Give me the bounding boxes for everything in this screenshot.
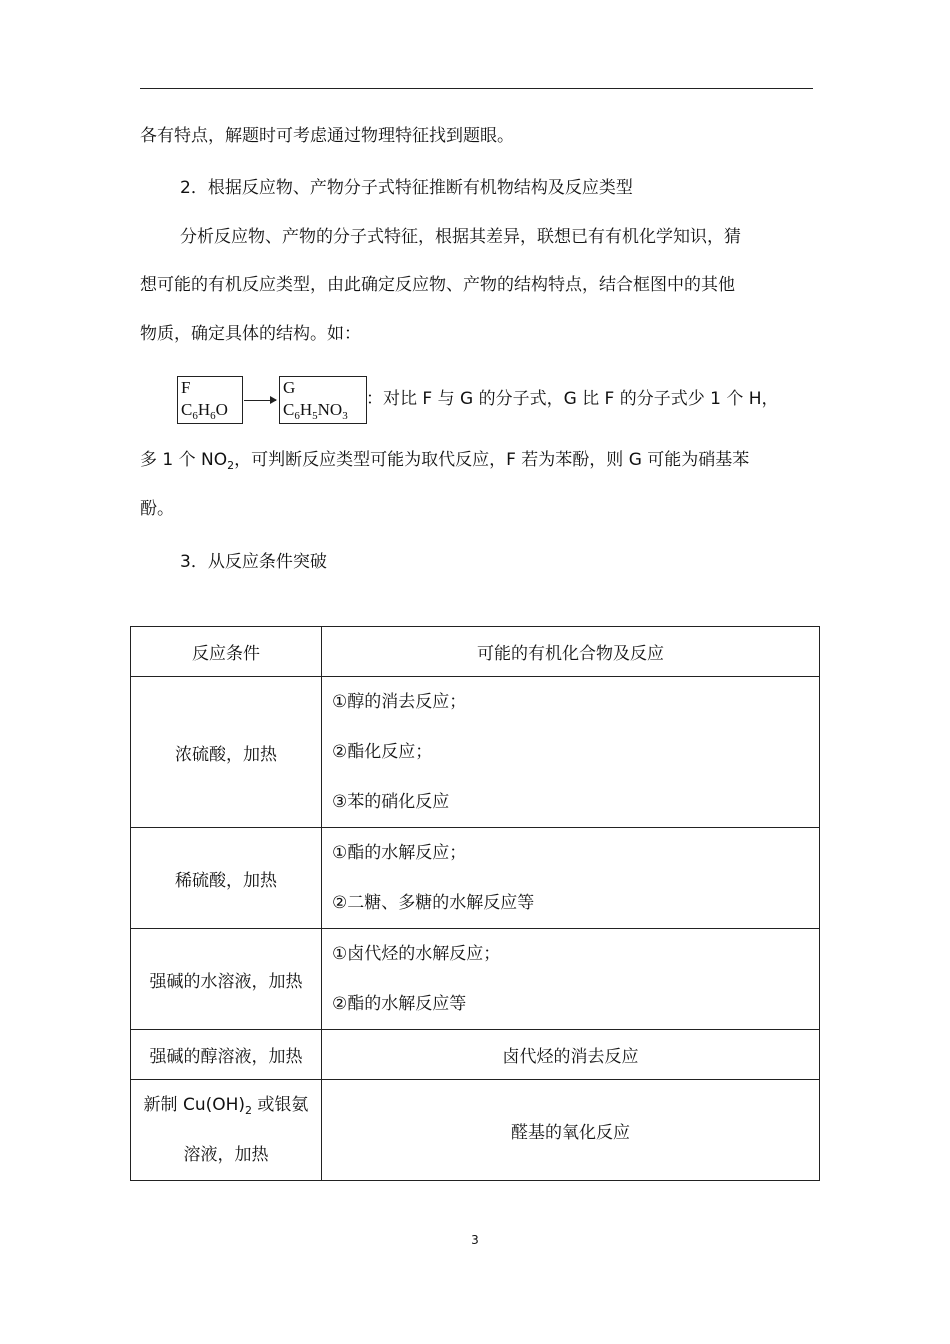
condition-line-1: 新制 $Cu(OH)_2$ 或银氨: [143, 1095, 309, 1117]
reactions-cell: [322, 929, 820, 1030]
condition-cell: 浓硫酸，加热: [131, 677, 322, 828]
reactions-cell: [322, 828, 820, 929]
section-2-body-line-3: 物质，确定具体的结构。如：: [140, 324, 361, 344]
reaction-item: ②酯的水解反应等: [332, 994, 467, 1014]
table-header-reactions: 可能的有机化合物及反应: [322, 627, 820, 677]
table-row: [131, 677, 820, 828]
section-2-body-line-1: 分析反应物、产物的分子式特征，根据其差异，联想已有有机化学知识，猜: [180, 227, 741, 247]
reaction-conditions-table: [130, 626, 820, 1181]
section-2-title: 2．根据反应物、产物分子式特征推断有机物结构及反应类型: [180, 178, 633, 198]
section-3-title: 3．从反应条件突破: [180, 552, 327, 572]
formula-box-f: [177, 376, 243, 424]
reaction-item: ①醇的消去反应；: [332, 692, 467, 712]
table-header-condition: 反应条件: [131, 627, 322, 677]
table-row: [131, 929, 820, 1030]
condition-cell: [131, 1080, 322, 1181]
condition-cell: 稀硫酸，加热: [131, 828, 322, 929]
reaction-item: ③苯的硝化反应: [332, 792, 450, 812]
table-row: [131, 828, 820, 929]
header-rule: [140, 88, 813, 89]
section-2-body-line-2: 想可能的有机反应类型，由此确定反应物、产物的结构特点，结合框图中的其他: [140, 275, 735, 295]
table-row: [131, 1030, 820, 1080]
condition-line-2: 溶液，加热: [183, 1145, 269, 1165]
formula-box-g: [279, 376, 367, 424]
box-g-label: G: [283, 378, 296, 397]
box-g-formula: $C_6H_5NO_3$: [283, 400, 348, 422]
table-header-row: [131, 627, 820, 677]
reaction-item: ②二糖、多糖的水解反应等: [332, 893, 535, 913]
reactions-cell: 卤代烃的消去反应: [322, 1030, 820, 1080]
box-f-formula: $C_6H_6O$: [181, 400, 228, 422]
reaction-item: ②酯化反应；: [332, 742, 433, 762]
paragraph-top: 各有特点，解题时可考虑通过物理特征找到题眼。: [140, 126, 514, 146]
reaction-item: ①酯的水解反应；: [332, 843, 467, 863]
table-row: [131, 1080, 820, 1181]
box-f-label: F: [181, 378, 191, 397]
example-text-line-3: 酚。: [140, 499, 174, 519]
condition-cell: 强碱的水溶液，加热: [131, 929, 322, 1030]
reaction-arrow: [244, 400, 276, 401]
example-text-line-2: 多 1 个 $NO_2$，可判断反应类型可能为取代反应，F 若为苯酚，则 G 可能为硝基苯: [140, 450, 750, 472]
example-text-line-1: ：对比 F 与 G 的分子式，G 比 F 的分子式少 1 个 H，: [366, 389, 779, 409]
condition-cell: 强碱的醇溶液，加热: [131, 1030, 322, 1080]
reactions-cell: [322, 677, 820, 828]
reaction-item: ①卤代烃的水解反应；: [332, 944, 501, 964]
page-number: 3: [471, 1233, 479, 1247]
reactions-cell: 醛基的氧化反应: [322, 1080, 820, 1181]
